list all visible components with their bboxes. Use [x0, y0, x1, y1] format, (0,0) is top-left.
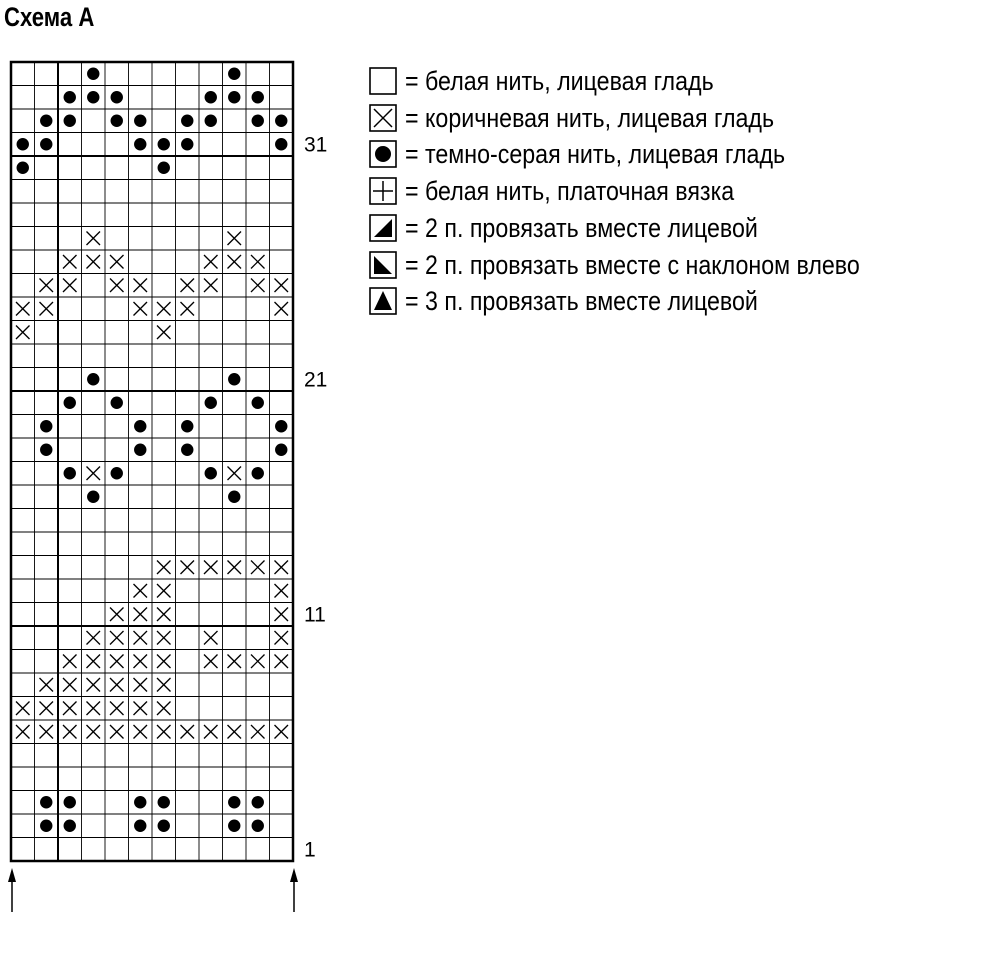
dot-stitch	[228, 91, 240, 103]
cross-stitch	[157, 561, 171, 575]
cross-stitch	[134, 608, 148, 622]
cross-stitch	[134, 725, 148, 739]
cross-stitch	[228, 255, 242, 269]
dot-stitch	[87, 91, 99, 103]
legend-item	[369, 66, 989, 96]
legend-item	[369, 286, 989, 316]
cross-stitch	[16, 725, 30, 739]
dot-stitch	[205, 397, 217, 409]
cross-stitch	[181, 561, 195, 575]
cross-stitch	[251, 655, 265, 669]
cross-stitch	[251, 255, 265, 269]
dot-stitch	[134, 820, 146, 832]
dot-stitch	[158, 138, 170, 150]
knitting-chart	[0, 0, 345, 920]
cross-stitch	[40, 279, 54, 293]
dot-stitch	[228, 68, 240, 80]
cross-stitch	[40, 302, 54, 316]
cross-stitch	[134, 584, 148, 598]
dot-stitch	[134, 796, 146, 808]
dot-stitch	[87, 68, 99, 80]
dot-stitch	[64, 467, 76, 479]
dot-stitch	[275, 444, 287, 456]
cross-stitch	[228, 725, 242, 739]
cross-stitch	[228, 232, 242, 246]
dot-stitch	[134, 444, 146, 456]
dot-stitch	[181, 444, 193, 456]
cross-stitch	[63, 725, 77, 739]
plus-square-icon	[369, 177, 397, 205]
cross-stitch	[275, 725, 289, 739]
chart-grid	[11, 62, 293, 861]
cross-stitch	[275, 279, 289, 293]
cross-stitch	[251, 279, 265, 293]
dot-stitch	[87, 491, 99, 503]
dot-stitch	[252, 796, 264, 808]
cross-stitch	[134, 655, 148, 669]
dot-stitch	[252, 820, 264, 832]
cross-stitch	[157, 608, 171, 622]
row-number-label: 1	[304, 838, 316, 862]
cross-stitch	[87, 631, 101, 645]
legend-text: = белая нить, платочная вязка	[405, 176, 735, 207]
cross-stitch	[16, 302, 30, 316]
legend-text: = 2 п. провязать вместе лицевой	[405, 212, 758, 243]
cross-stitch	[87, 702, 101, 716]
dot-stitch	[40, 796, 52, 808]
dot-stitch	[275, 115, 287, 127]
dot-square-icon	[369, 140, 397, 168]
cross-stitch	[275, 302, 289, 316]
cross-stitch	[110, 702, 124, 716]
cross-stitch	[204, 255, 218, 269]
cross-stitch	[275, 631, 289, 645]
right-triangle-icon	[369, 214, 397, 242]
chart-title: Схема А	[4, 2, 95, 32]
row-number-label: 31	[304, 133, 328, 157]
cross-stitch	[228, 655, 242, 669]
cross-stitch	[157, 655, 171, 669]
cross-stitch	[134, 631, 148, 645]
cross-stitch	[63, 678, 77, 692]
empty-square-icon	[369, 67, 397, 95]
cross-stitch	[87, 678, 101, 692]
cross-stitch	[63, 279, 77, 293]
cross-stitch	[157, 725, 171, 739]
cross-stitch	[134, 678, 148, 692]
cross-stitch	[134, 279, 148, 293]
cross-stitch	[87, 232, 101, 246]
cross-stitch	[134, 702, 148, 716]
cross-stitch	[204, 631, 218, 645]
legend-item	[369, 213, 989, 243]
dot-stitch	[205, 467, 217, 479]
cross-stitch	[110, 655, 124, 669]
dot-stitch	[40, 115, 52, 127]
dot-stitch	[134, 138, 146, 150]
row-number-label: 21	[304, 368, 328, 392]
dot-stitch	[275, 420, 287, 432]
dot-stitch	[64, 91, 76, 103]
cross-stitch	[275, 561, 289, 575]
triangle-icon	[369, 287, 397, 315]
legend-text: = белая нить, лицевая гладь	[405, 66, 714, 96]
cross-stitch	[63, 702, 77, 716]
dot-stitch	[40, 420, 52, 432]
legend-text: = 2 п. провязать вместе с наклоном влево	[405, 249, 860, 280]
cross-stitch	[275, 608, 289, 622]
dot-stitch	[40, 820, 52, 832]
cross-stitch	[181, 279, 195, 293]
cross-stitch	[157, 678, 171, 692]
cross-square-icon	[369, 104, 397, 132]
dot-stitch	[228, 373, 240, 385]
row-number-label: 11	[304, 603, 326, 627]
dot-stitch	[205, 91, 217, 103]
cross-stitch	[63, 655, 77, 669]
dot-stitch	[158, 162, 170, 174]
left-arrow-head-icon	[8, 868, 16, 882]
cross-stitch	[110, 631, 124, 645]
cross-stitch	[157, 631, 171, 645]
dot-stitch	[111, 467, 123, 479]
dot-stitch	[64, 397, 76, 409]
cross-stitch	[40, 702, 54, 716]
cross-stitch	[157, 702, 171, 716]
cross-stitch	[87, 725, 101, 739]
row-labels	[304, 133, 327, 861]
cross-stitch	[251, 725, 265, 739]
cross-stitch	[157, 302, 171, 316]
cross-stitch	[16, 702, 30, 716]
cross-stitch	[157, 584, 171, 598]
cross-stitch	[181, 302, 195, 316]
dot-stitch	[205, 115, 217, 127]
cross-stitch	[110, 608, 124, 622]
cross-stitch	[87, 655, 101, 669]
dot-stitch	[158, 820, 170, 832]
dot-stitch	[17, 138, 29, 150]
legend-item	[369, 103, 989, 133]
cross-stitch	[110, 725, 124, 739]
cross-stitch	[204, 279, 218, 293]
dot-stitch	[228, 491, 240, 503]
dot-stitch	[87, 373, 99, 385]
dot-stitch	[111, 115, 123, 127]
cross-stitch	[204, 561, 218, 575]
cross-stitch	[40, 678, 54, 692]
dot-stitch	[275, 138, 287, 150]
dot-stitch	[134, 115, 146, 127]
legend-item	[369, 176, 989, 206]
dot-stitch	[252, 91, 264, 103]
dot-stitch	[40, 138, 52, 150]
dot-stitch	[228, 796, 240, 808]
cross-stitch	[181, 725, 195, 739]
legend-item	[369, 250, 989, 280]
cross-stitch	[204, 725, 218, 739]
cross-stitch	[275, 655, 289, 669]
dot-stitch	[64, 796, 76, 808]
legend-item	[369, 139, 989, 169]
dot-stitch	[64, 820, 76, 832]
cross-stitch	[134, 302, 148, 316]
cross-stitch	[228, 561, 242, 575]
cross-stitch	[228, 467, 242, 481]
cross-stitch	[63, 255, 77, 269]
dot-stitch	[111, 91, 123, 103]
dot-stitch	[181, 420, 193, 432]
dot-stitch	[252, 467, 264, 479]
cross-stitch	[110, 255, 124, 269]
cross-stitch	[204, 655, 218, 669]
dot-stitch	[158, 796, 170, 808]
right-arrow-head-icon	[290, 868, 298, 882]
cross-stitch	[157, 326, 171, 340]
dot-stitch	[252, 397, 264, 409]
dot-stitch	[228, 820, 240, 832]
dot-stitch	[181, 115, 193, 127]
dot-stitch	[181, 138, 193, 150]
dot-stitch	[252, 115, 264, 127]
dot-stitch	[134, 420, 146, 432]
dot-stitch	[64, 115, 76, 127]
dot-stitch	[40, 444, 52, 456]
cross-stitch	[87, 255, 101, 269]
left-triangle-icon	[369, 251, 397, 279]
dot-stitch	[17, 162, 29, 174]
legend-text: = темно-серая нить, лицевая гладь	[405, 139, 786, 170]
cross-stitch	[251, 561, 265, 575]
dot-stitch	[111, 397, 123, 409]
cross-stitch	[40, 725, 54, 739]
cross-stitch	[275, 584, 289, 598]
repeat-arrows	[8, 868, 298, 912]
legend-text: = 3 п. провязать вместе лицевой	[405, 286, 758, 317]
cross-stitch	[110, 279, 124, 293]
cross-stitch	[16, 326, 30, 340]
cross-stitch	[110, 678, 124, 692]
legend-text: = коричневая нить, лицевая гладь	[405, 102, 775, 133]
cross-stitch	[87, 467, 101, 481]
